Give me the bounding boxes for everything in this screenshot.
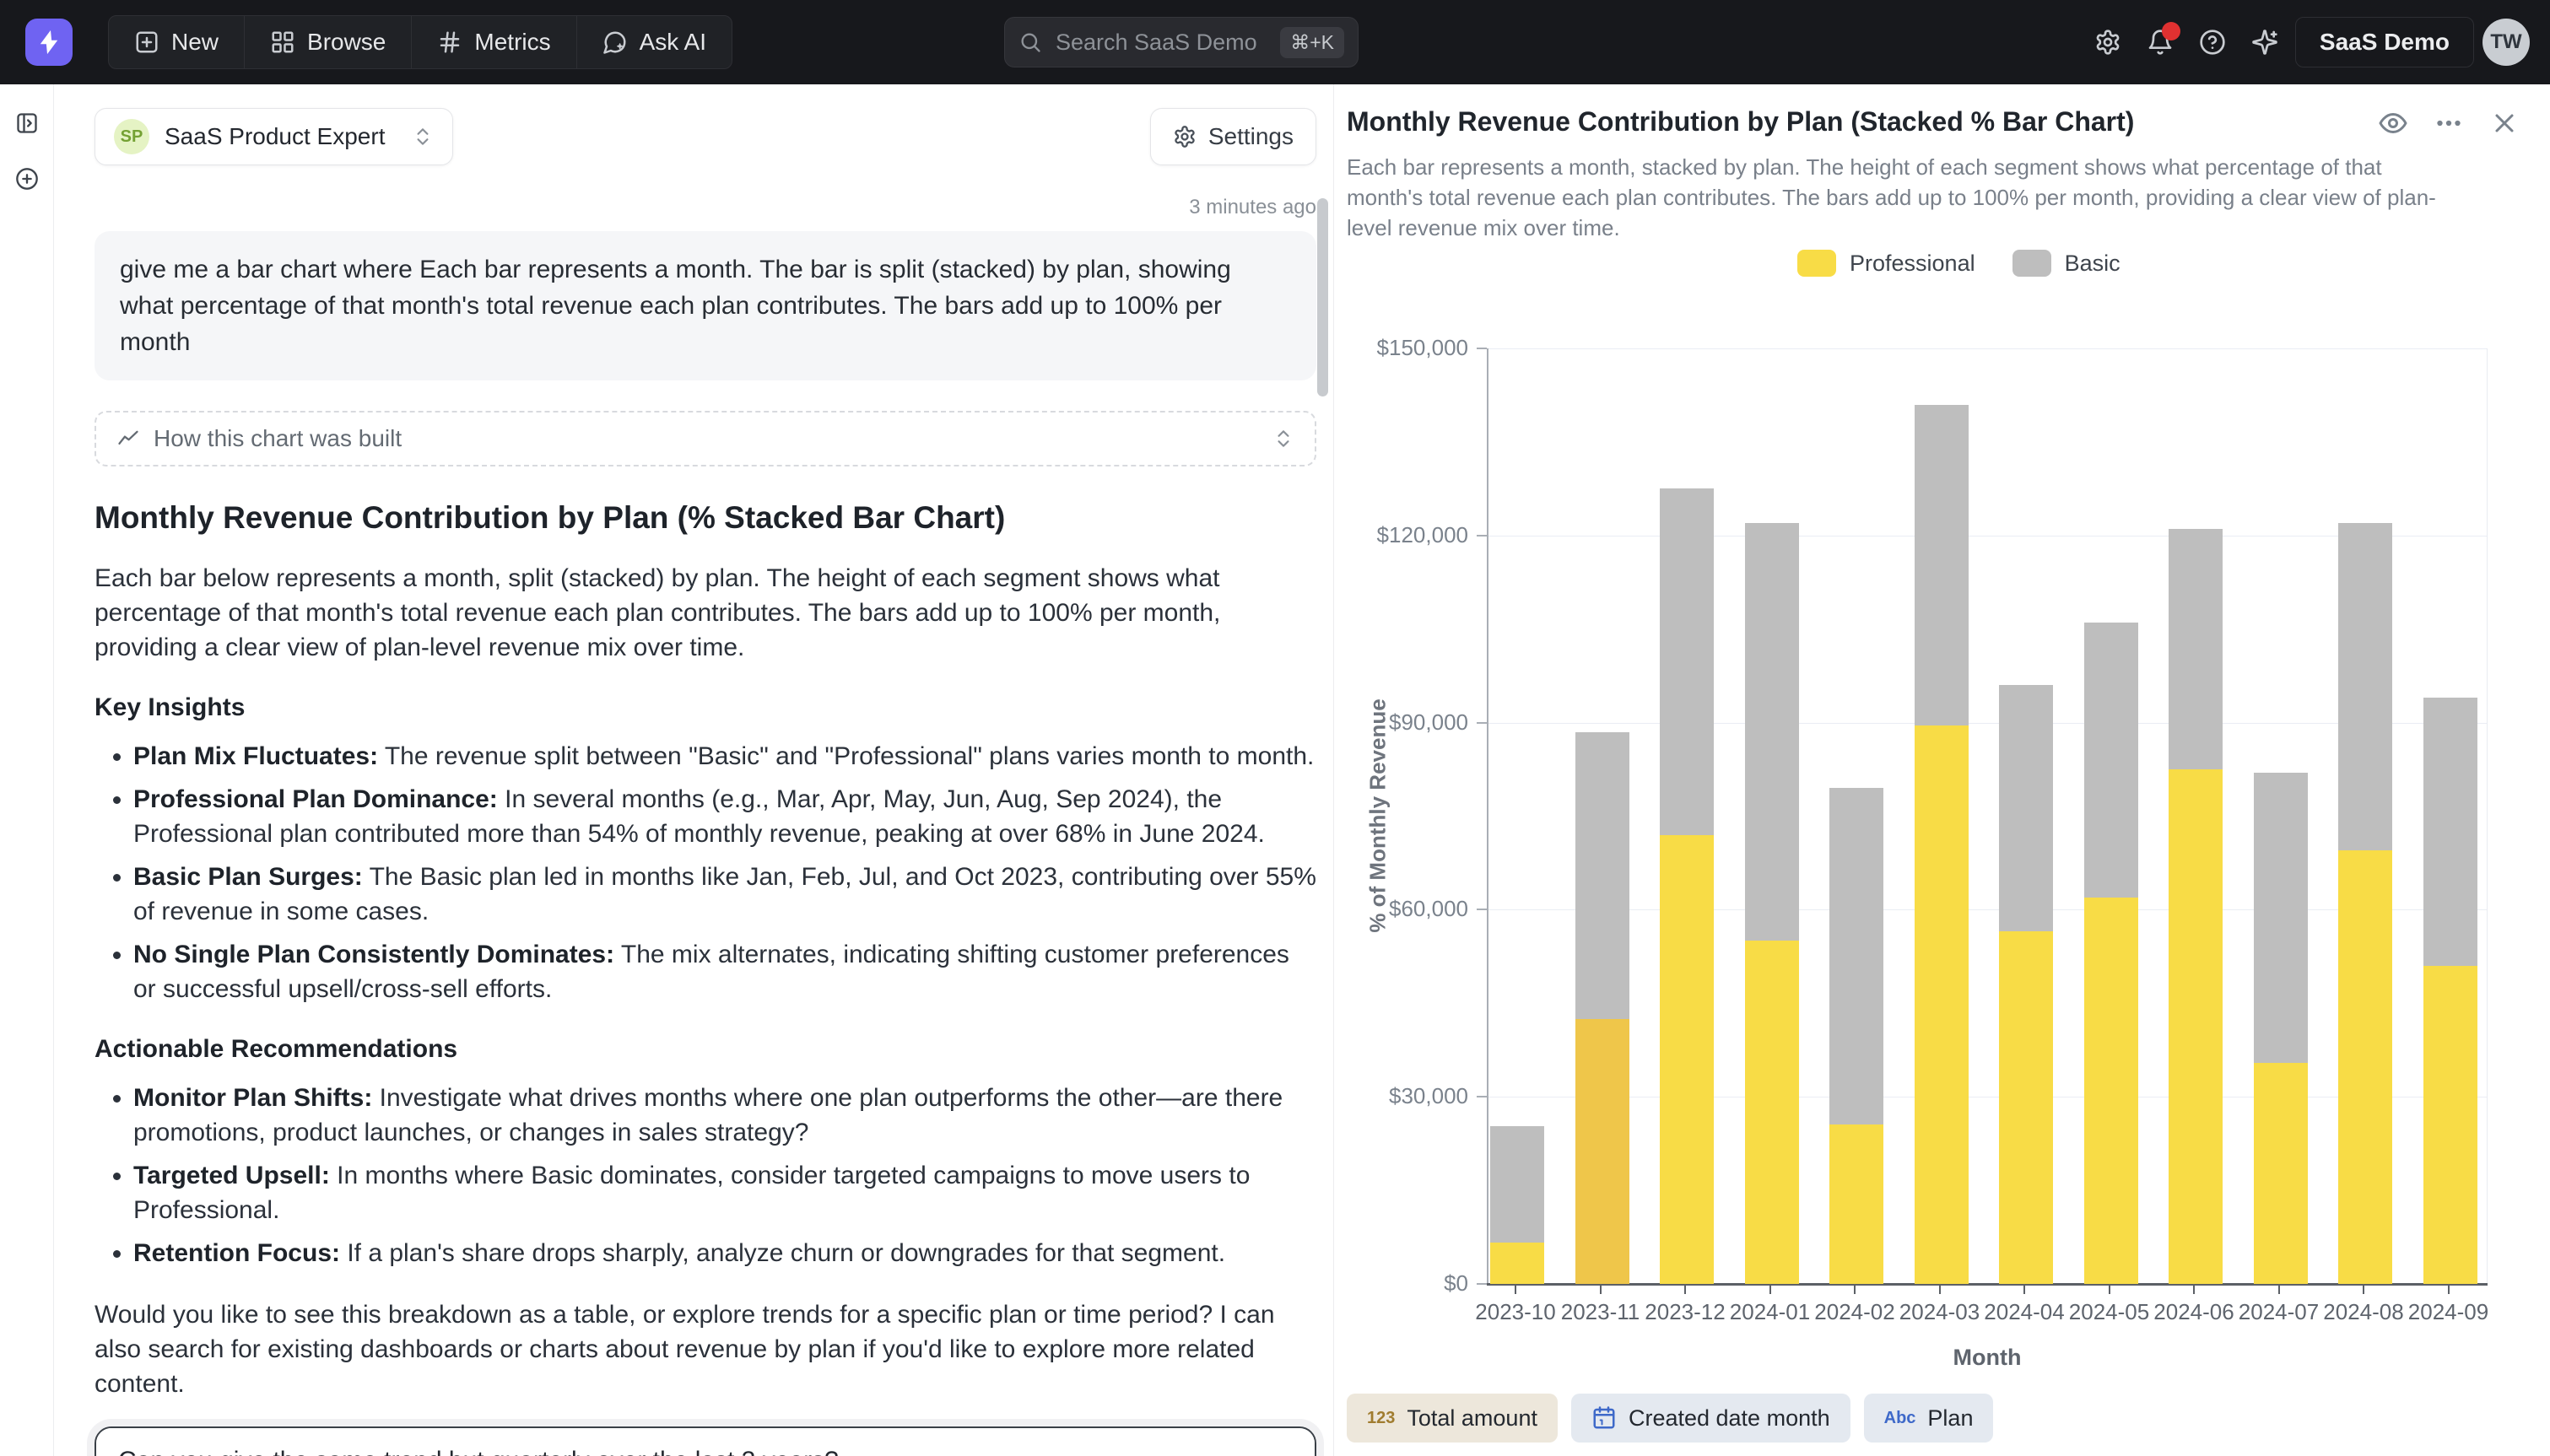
legend-item-professional[interactable] <box>1797 250 1975 277</box>
x-axis-tick <box>2023 1286 2025 1294</box>
x-axis-tick-label: 2024-08 <box>2323 1299 2404 1324</box>
chip-label: Created date month <box>1628 1405 1830 1431</box>
list-item: • Retention Focus: If a plan's share drops sharply, analyze churn or downgrades for that segment. <box>133 1236 1316 1270</box>
x-axis-tick <box>1684 1286 1686 1294</box>
close-icon <box>2489 108 2520 138</box>
bar-segment-basic[interactable] <box>2169 529 2223 769</box>
bar-2024-05[interactable] <box>2084 623 2138 1284</box>
calendar-icon <box>1591 1405 1617 1431</box>
chip-label: Plan <box>1927 1405 1974 1431</box>
x-axis-tick-label: 2024-03 <box>1899 1299 1980 1324</box>
x-axis-tick <box>1769 1286 1771 1294</box>
x-axis-tick-label: 2024-06 <box>2153 1299 2234 1324</box>
gridline <box>1488 723 2487 724</box>
new-thread-button[interactable] <box>10 162 44 196</box>
chart-legend <box>1797 250 2120 277</box>
y-axis-tick <box>1477 722 1487 724</box>
bar-segment-basic[interactable] <box>1829 788 1883 1124</box>
agent-avatar: SP <box>114 119 149 154</box>
nav-button-label: Browse <box>307 29 386 55</box>
x-axis-tick <box>2278 1286 2280 1294</box>
left-rail <box>0 84 54 1456</box>
help-button[interactable] <box>2191 20 2234 64</box>
list-item: • No Single Plan Consistently Dominates: The mix alternates, indicating shifting customer preferences or successful upsell/cross-sell efforts. <box>133 937 1316 1006</box>
global-search[interactable] <box>1004 17 1359 67</box>
bar-2024-04[interactable] <box>1999 685 2053 1284</box>
key-insights-list <box>95 739 1316 1006</box>
nav-button-new[interactable] <box>108 15 245 69</box>
bar-2024-07[interactable] <box>2254 773 2308 1284</box>
x-axis-title: Month <box>1953 1345 2022 1370</box>
top-navbar <box>0 0 2550 84</box>
nav-button-label: Ask AI <box>639 29 706 55</box>
bar-segment-professional[interactable] <box>1915 725 1969 1284</box>
list-item: • Basic Plan Surges: The Basic plan led in months like Jan, Feb, Jul, and Oct 2023, contributing over 55% of revenue in some cases. <box>133 860 1316 929</box>
hash-icon <box>437 30 462 55</box>
chart-plot-area <box>1487 348 2488 1284</box>
list-item: • Targeted Upsell: In months where Basic dominates, consider targeted campaigns to move users to Professional. <box>133 1158 1316 1227</box>
y-axis-tick <box>1477 909 1487 910</box>
y-axis-tick <box>1477 535 1487 537</box>
legend-label: Professional <box>1850 250 1975 276</box>
agent-settings-button[interactable] <box>1150 108 1316 165</box>
gridline <box>1488 348 2487 349</box>
settings-label: Settings <box>1207 123 1294 149</box>
y-axis-tick <box>1477 348 1487 349</box>
bar-segment-professional[interactable] <box>2084 898 2138 1284</box>
legend-swatch <box>2012 250 2051 277</box>
collapse-sidebar-button[interactable] <box>10 106 44 140</box>
x-axis-tick <box>1515 1286 1516 1294</box>
y-axis-tick-label: $120,000 <box>1376 521 1468 547</box>
chevron-up-down-icon <box>412 126 434 148</box>
agent-name: SaaS Product Expert <box>165 123 386 149</box>
bar-segment-basic[interactable] <box>1660 488 1714 834</box>
chevron-up-down-icon <box>1272 428 1294 450</box>
legend-item-basic[interactable] <box>2012 250 2120 277</box>
response-closing: Would you like to see this breakdown as a table, or explore trends for a specific plan or time period? I can also search for existing dashboards or charts about revenue by plan if you'd like to explore more related content. <box>95 1301 1275 1398</box>
notifications-button[interactable] <box>2138 20 2182 64</box>
lightning-bolt-icon <box>35 28 63 57</box>
nav-button-metrics[interactable] <box>411 15 576 69</box>
sparkles-icon <box>2251 29 2278 56</box>
app-logo[interactable] <box>25 19 73 66</box>
bar-2023-12[interactable] <box>1660 488 1714 1284</box>
x-axis-tick-label: 2023-10 <box>1475 1299 1556 1324</box>
bar-2023-11[interactable] <box>1575 732 1629 1284</box>
abc-icon: Abc <box>1883 1408 1916 1427</box>
key-insights-title: Key Insights <box>95 693 246 721</box>
chat-header <box>95 108 1316 165</box>
ellipsis-icon <box>2434 108 2464 138</box>
gear-icon <box>2094 29 2121 56</box>
grid-icon <box>270 30 295 55</box>
nav-button-browse[interactable] <box>244 15 412 69</box>
bar-segment-professional[interactable] <box>2254 1063 2308 1285</box>
x-axis-tick <box>2109 1286 2110 1294</box>
chat-scrollbar-thumb[interactable] <box>1317 198 1328 396</box>
bar-segment-professional[interactable] <box>1490 1243 1544 1284</box>
settings-gear-button[interactable] <box>2086 20 2130 64</box>
search-icon <box>1018 30 1042 54</box>
bar-segment-professional[interactable] <box>1829 1124 1883 1284</box>
user-avatar[interactable]: TW <box>2482 19 2530 66</box>
chip-created-date-month[interactable] <box>1571 1394 1850 1443</box>
chart-subtitle: Each bar represents a month, stacked by plan. The height of each segment shows what percentage of that month's total revenue each plan contributes. The bars add up to 100% per month, providing a clear view of plan-level revenue mix over time. <box>1347 154 2436 240</box>
message-input[interactable] <box>96 1428 1315 1456</box>
y-axis-tick-label: $30,000 <box>1389 1083 1468 1109</box>
x-axis-tick <box>2363 1286 2364 1294</box>
list-item: • Plan Mix Fluctuates: The revenue split between "Basic" and "Professional" plans varies month to month. <box>133 739 1316 774</box>
ai-sparkles-button[interactable] <box>2243 20 2287 64</box>
panel-toggle-icon <box>15 108 39 138</box>
x-axis-tick-label: 2024-09 <box>2407 1299 2489 1324</box>
y-axis-tick-label: $150,000 <box>1376 335 1468 360</box>
x-axis-tick-label: 2024-04 <box>1984 1299 2065 1324</box>
ask-ai-icon <box>602 30 628 55</box>
bar-2024-08[interactable] <box>2338 523 2392 1284</box>
x-axis-tick-label: 2024-07 <box>2238 1299 2320 1324</box>
y-axis-tick <box>1477 1283 1487 1285</box>
y-axis-tick-label: $90,000 <box>1389 709 1468 735</box>
chart-panel-actions <box>2378 108 2520 138</box>
chip-label: Total amount <box>1407 1405 1537 1431</box>
x-axis-tick-label: 2024-05 <box>2068 1299 2150 1324</box>
response-heading: Monthly Revenue Contribution by Plan (% Stacked Bar Chart) <box>95 500 1006 535</box>
bar-segment-basic[interactable] <box>1575 732 1629 1019</box>
bar-segment-professional[interactable] <box>1745 941 1799 1284</box>
bar-2023-10[interactable] <box>1490 1126 1544 1284</box>
bar-segment-basic[interactable] <box>1915 405 1969 726</box>
how-built-label: How this chart was built <box>154 425 402 451</box>
notification-dot <box>2162 22 2180 40</box>
plus-circle-icon <box>15 164 39 194</box>
bar-segment-basic[interactable] <box>1999 685 2053 931</box>
search-shortcut-badge: ⌘+K <box>1280 27 1344 58</box>
list-item: • Professional Plan Dominance: In several months (e.g., Mar, Apr, May, Jun, Aug, Sep 2024), the Professional plan contributed more than 54% of monthly revenue, peaking at over 68% in June 2024. <box>133 782 1316 851</box>
y-axis-tick-label: $0 <box>1444 1270 1468 1296</box>
bar-2024-09[interactable] <box>2423 698 2477 1284</box>
x-axis-tick-label: 2024-01 <box>1729 1299 1811 1324</box>
x-axis-tick-label: 2024-02 <box>1814 1299 1895 1324</box>
response-intro: Each bar below represents a month, split (stacked) by plan. The height of each segment shows what percentage of that month's total revenue each plan contributes. The bars add up to 100% per month, providing a clear view of plan-level revenue mix over time. <box>95 564 1221 661</box>
nav-button-label: New <box>171 29 219 55</box>
chip-plan[interactable] <box>1864 1394 1994 1443</box>
bar-2024-06[interactable] <box>2169 529 2223 1284</box>
recommendations-list <box>95 1081 1316 1270</box>
eye-icon <box>2378 108 2408 138</box>
bar-2024-01[interactable] <box>1745 523 1799 1284</box>
x-axis-tick <box>2448 1286 2450 1294</box>
bar-segment-basic[interactable] <box>2254 773 2308 1063</box>
x-axis-tick-label: 2023-12 <box>1645 1299 1726 1324</box>
gridline <box>1488 536 2487 537</box>
nav-button-ask-ai[interactable] <box>576 15 732 69</box>
legend-swatch <box>1797 250 1836 277</box>
chip-total-amount[interactable] <box>1347 1394 1558 1443</box>
user-message-bubble: give me a bar chart where Each bar represents a month. The bar is split (stacked) by plan, showing what percentage of that month's total revenue each plan contributes. The bars add up to 100% per month <box>95 231 1316 380</box>
123-icon: 123 <box>1367 1408 1396 1427</box>
navbar-right-cluster <box>2086 0 2530 84</box>
bar-2024-03[interactable] <box>1915 405 1969 1285</box>
x-axis-tick <box>1939 1286 1941 1294</box>
bar-segment-basic[interactable] <box>2423 698 2477 966</box>
gear-icon <box>1173 125 1197 148</box>
y-axis-title: % of Monthly Revenue <box>1364 698 1391 933</box>
close-panel-button[interactable] <box>2489 108 2520 138</box>
x-axis-tick <box>1600 1286 1602 1294</box>
bar-segment-basic[interactable] <box>1745 523 1799 941</box>
y-axis-tick-label: $60,000 <box>1389 896 1468 922</box>
legend-label: Basic <box>2064 250 2120 276</box>
x-axis-tick <box>1854 1286 1856 1294</box>
x-axis-tick <box>2193 1286 2195 1294</box>
nav-button-group <box>108 15 732 69</box>
bar-segment-basic[interactable] <box>1490 1126 1544 1243</box>
bar-segment-professional[interactable] <box>1660 835 1714 1284</box>
how-chart-built-toggle[interactable] <box>95 411 1316 466</box>
nav-button-label: Metrics <box>474 29 551 55</box>
bar-segment-professional[interactable] <box>1575 1019 1629 1284</box>
agent-selector[interactable] <box>95 108 453 165</box>
bar-2024-02[interactable] <box>1829 788 1883 1284</box>
bar-segment-professional[interactable] <box>1999 931 2053 1284</box>
preview-eye-button[interactable] <box>2378 108 2408 138</box>
gridline <box>1488 909 2487 910</box>
chart-title: Monthly Revenue Contribution by Plan (Stacked % Bar Chart) <box>1347 106 2135 137</box>
list-item: • Monitor Plan Shifts: Investigate what drives months where one plan outperforms the other—are there promotions, product launches, or changes in sales strategy? <box>133 1081 1316 1150</box>
field-chips <box>1347 1394 1993 1443</box>
bar-segment-professional[interactable] <box>2423 966 2477 1284</box>
help-icon <box>2199 29 2226 56</box>
bar-segment-basic[interactable] <box>2084 623 2138 897</box>
chart-line-icon <box>116 427 140 450</box>
recommendations-title: Actionable Recommendations <box>95 1035 458 1063</box>
bar-segment-professional[interactable] <box>2338 850 2392 1284</box>
message-composer <box>95 1426 1316 1456</box>
search-input[interactable] <box>1054 29 1268 57</box>
bar-segment-basic[interactable] <box>2338 523 2392 850</box>
workspace-button[interactable]: SaaS Demo <box>2295 17 2474 67</box>
message-timestamp: 3 minutes ago <box>1189 196 1316 218</box>
plus-square-icon <box>134 30 159 55</box>
chat-panel <box>54 84 1333 1456</box>
x-axis-tick-label: 2023-11 <box>1560 1299 1640 1324</box>
y-axis-tick <box>1477 1096 1487 1097</box>
more-options-button[interactable] <box>2434 108 2464 138</box>
bar-segment-professional[interactable] <box>2169 769 2223 1284</box>
